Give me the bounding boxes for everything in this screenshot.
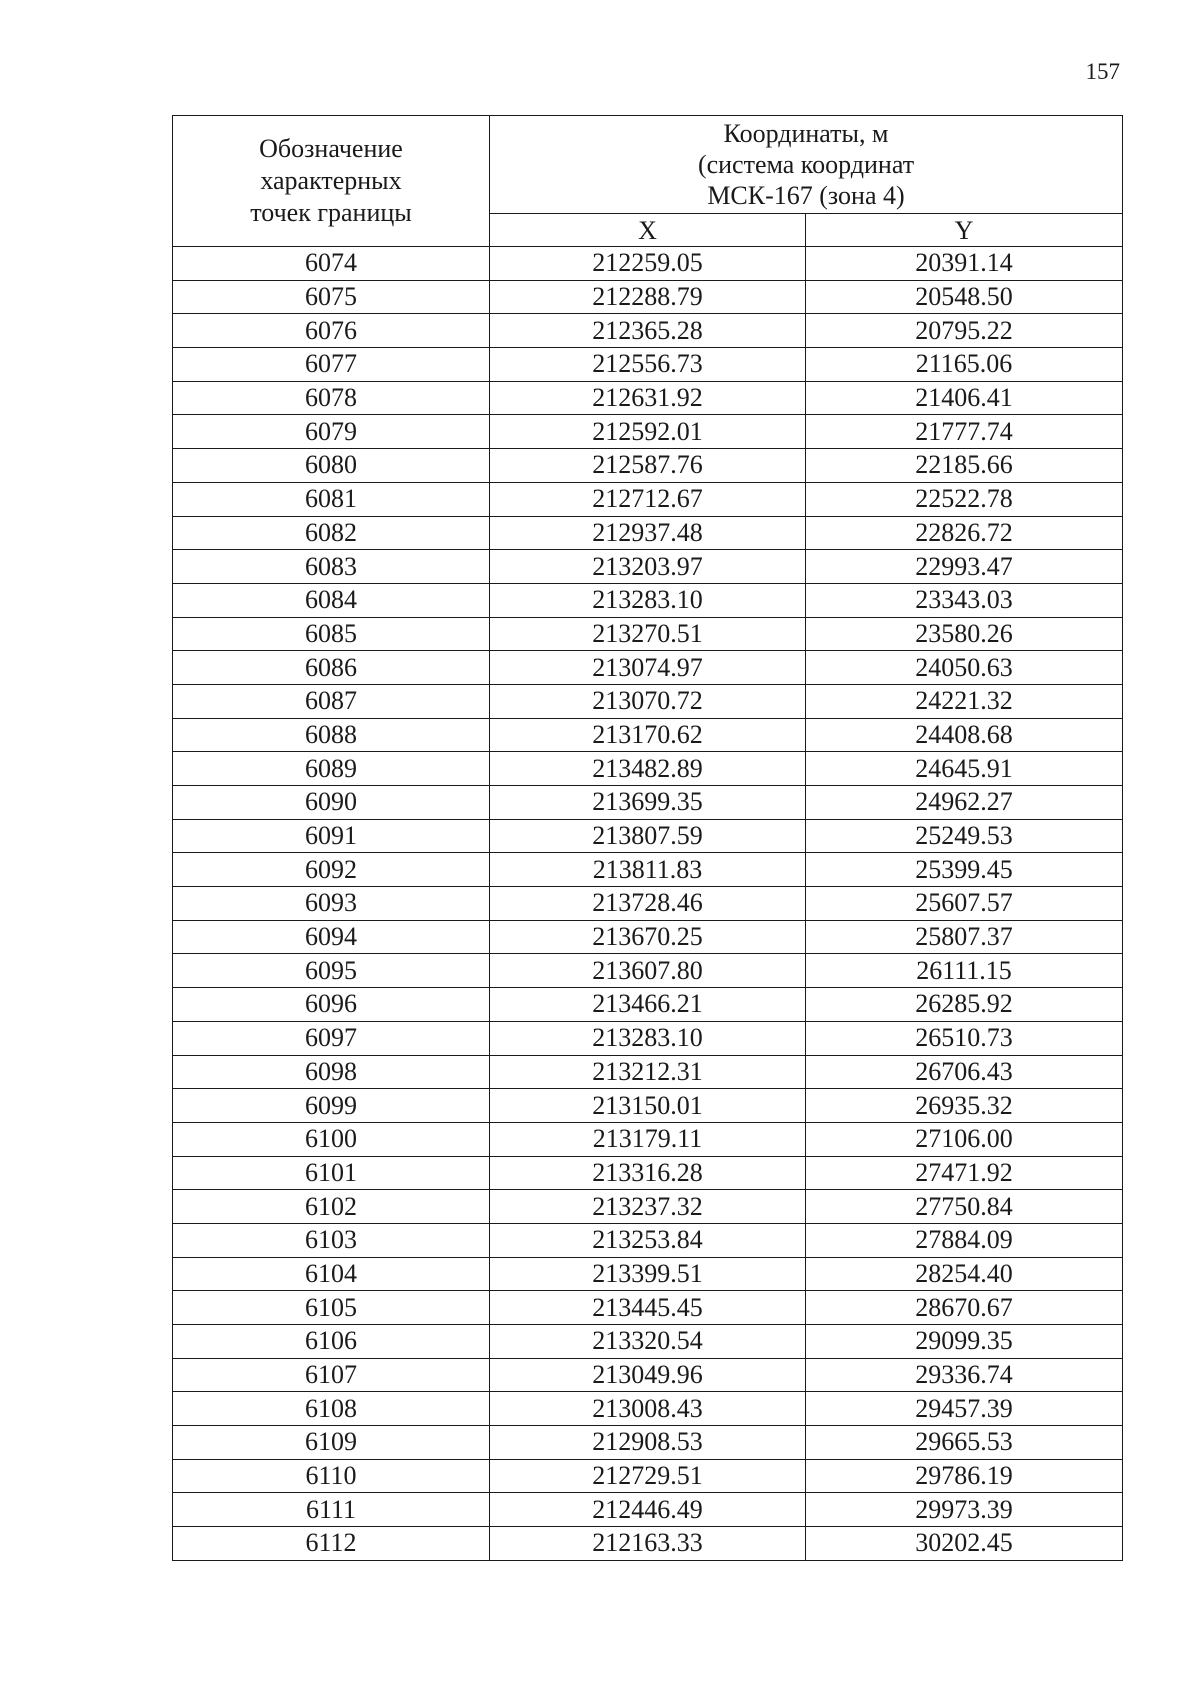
x-cell: 213283.10 — [490, 583, 806, 617]
point-cell: 6100 — [173, 1122, 490, 1156]
x-cell: 213482.89 — [490, 752, 806, 786]
table-row — [173, 1055, 1123, 1089]
y-cell: 28670.67 — [806, 1291, 1123, 1325]
point-cell: 6083 — [173, 550, 490, 584]
y-cell: 24050.63 — [806, 651, 1123, 685]
x-cell: 212259.05 — [490, 247, 806, 281]
y-cell: 23343.03 — [806, 583, 1123, 617]
y-cell: 24221.32 — [806, 684, 1123, 718]
point-cell: 6105 — [173, 1291, 490, 1325]
table-row — [173, 1358, 1123, 1392]
y-cell: 21165.06 — [806, 348, 1123, 382]
y-cell: 25807.37 — [806, 920, 1123, 954]
table-row — [173, 550, 1123, 584]
y-cell: 24408.68 — [806, 718, 1123, 752]
y-cell: 26935.32 — [806, 1089, 1123, 1123]
y-cell: 20795.22 — [806, 314, 1123, 348]
y-cell: 27106.00 — [806, 1122, 1123, 1156]
table-row — [173, 1493, 1123, 1527]
x-cell: 213670.25 — [490, 920, 806, 954]
x-cell: 213811.83 — [490, 853, 806, 887]
y-cell: 28254.40 — [806, 1257, 1123, 1291]
x-cell: 212556.73 — [490, 348, 806, 382]
point-cell: 6079 — [173, 415, 490, 449]
point-cell: 6109 — [173, 1426, 490, 1460]
x-cell: 212587.76 — [490, 449, 806, 483]
table-row — [173, 1426, 1123, 1460]
point-cell: 6110 — [173, 1459, 490, 1493]
y-cell: 29973.39 — [806, 1493, 1123, 1527]
table-row — [173, 516, 1123, 550]
table-row — [173, 853, 1123, 887]
y-cell: 21406.41 — [806, 381, 1123, 415]
point-cell: 6106 — [173, 1325, 490, 1359]
table-row — [173, 1291, 1123, 1325]
x-cell: 212365.28 — [490, 314, 806, 348]
y-cell: 22185.66 — [806, 449, 1123, 483]
x-cell: 213607.80 — [490, 954, 806, 988]
coordinates-header — [490, 116, 1123, 214]
table-row — [173, 1223, 1123, 1257]
point-cell: 6096 — [173, 988, 490, 1022]
x-column-header: X — [490, 214, 806, 247]
table-row — [173, 280, 1123, 314]
x-cell: 212729.51 — [490, 1459, 806, 1493]
table-row — [173, 1122, 1123, 1156]
x-cell: 213699.35 — [490, 786, 806, 820]
table-body — [173, 247, 1123, 1561]
x-cell: 212712.67 — [490, 482, 806, 516]
point-cell: 6087 — [173, 684, 490, 718]
x-cell: 213070.72 — [490, 684, 806, 718]
table-row — [173, 1089, 1123, 1123]
y-cell: 29786.19 — [806, 1459, 1123, 1493]
x-cell: 212908.53 — [490, 1426, 806, 1460]
x-cell: 213283.10 — [490, 1021, 806, 1055]
table-row — [173, 786, 1123, 820]
table-row — [173, 415, 1123, 449]
table-row — [173, 1459, 1123, 1493]
x-cell: 213150.01 — [490, 1089, 806, 1123]
point-cell: 6107 — [173, 1358, 490, 1392]
x-cell: 213399.51 — [490, 1257, 806, 1291]
x-cell: 212446.49 — [490, 1493, 806, 1527]
table-row — [173, 1392, 1123, 1426]
table-row — [173, 752, 1123, 786]
x-cell: 213049.96 — [490, 1358, 806, 1392]
table-row — [173, 314, 1123, 348]
x-cell: 213179.11 — [490, 1122, 806, 1156]
table-row — [173, 1190, 1123, 1224]
coordinates-header-line: (система координат — [697, 150, 915, 179]
table-row — [173, 1325, 1123, 1359]
point-cell: 6097 — [173, 1021, 490, 1055]
point-cell: 6085 — [173, 617, 490, 651]
x-cell: 212937.48 — [490, 516, 806, 550]
point-cell: 6075 — [173, 280, 490, 314]
y-cell: 21777.74 — [806, 415, 1123, 449]
x-cell: 213466.21 — [490, 988, 806, 1022]
y-cell: 23580.26 — [806, 617, 1123, 651]
point-cell: 6094 — [173, 920, 490, 954]
table-row — [173, 247, 1123, 281]
point-cell: 6102 — [173, 1190, 490, 1224]
y-cell: 25607.57 — [806, 887, 1123, 921]
table-row — [173, 449, 1123, 483]
point-cell: 6074 — [173, 247, 490, 281]
designation-header-line: Обозначение — [259, 134, 403, 163]
coordinates-header-line: МСК-167 (зона 4) — [707, 181, 905, 210]
designation-header-line: характерных — [260, 166, 402, 195]
point-cell: 6090 — [173, 786, 490, 820]
coordinates-header-line: Координаты, м — [723, 119, 889, 148]
designation-header-line: точек границы — [250, 198, 412, 227]
y-cell: 25399.45 — [806, 853, 1123, 887]
table-row — [173, 887, 1123, 921]
point-cell: 6099 — [173, 1089, 490, 1123]
point-cell: 6095 — [173, 954, 490, 988]
y-cell: 26111.15 — [806, 954, 1123, 988]
point-cell: 6098 — [173, 1055, 490, 1089]
y-cell: 20391.14 — [806, 247, 1123, 281]
table-row — [173, 718, 1123, 752]
y-cell: 27471.92 — [806, 1156, 1123, 1190]
point-cell: 6093 — [173, 887, 490, 921]
table-row — [173, 920, 1123, 954]
table-header — [173, 116, 1123, 247]
x-cell: 213008.43 — [490, 1392, 806, 1426]
table-row — [173, 684, 1123, 718]
point-cell: 6103 — [173, 1223, 490, 1257]
x-cell: 212592.01 — [490, 415, 806, 449]
y-cell: 22826.72 — [806, 516, 1123, 550]
designation-header — [173, 116, 490, 247]
x-cell: 213203.97 — [490, 550, 806, 584]
point-cell: 6111 — [173, 1493, 490, 1527]
x-cell: 213170.62 — [490, 718, 806, 752]
y-cell: 29665.53 — [806, 1426, 1123, 1460]
point-cell: 6112 — [173, 1527, 490, 1561]
y-cell: 22522.78 — [806, 482, 1123, 516]
x-cell: 213728.46 — [490, 887, 806, 921]
point-cell: 6086 — [173, 651, 490, 685]
table-row — [173, 1257, 1123, 1291]
x-cell: 213074.97 — [490, 651, 806, 685]
page-number: 157 — [1085, 59, 1120, 84]
point-cell: 6108 — [173, 1392, 490, 1426]
table-row — [173, 1527, 1123, 1561]
table-row — [173, 651, 1123, 685]
table-row — [173, 988, 1123, 1022]
x-cell: 213270.51 — [490, 617, 806, 651]
point-cell: 6080 — [173, 449, 490, 483]
point-cell: 6089 — [173, 752, 490, 786]
table-row — [173, 1156, 1123, 1190]
table-row — [173, 617, 1123, 651]
point-cell: 6088 — [173, 718, 490, 752]
y-cell: 26706.43 — [806, 1055, 1123, 1089]
x-cell: 212631.92 — [490, 381, 806, 415]
y-cell: 22993.47 — [806, 550, 1123, 584]
x-cell: 212163.33 — [490, 1527, 806, 1561]
point-cell: 6077 — [173, 348, 490, 382]
x-cell: 213445.45 — [490, 1291, 806, 1325]
point-cell: 6104 — [173, 1257, 490, 1291]
point-cell: 6101 — [173, 1156, 490, 1190]
y-cell: 26285.92 — [806, 988, 1123, 1022]
header-row-main — [173, 116, 1123, 214]
y-cell: 29336.74 — [806, 1358, 1123, 1392]
x-cell: 212288.79 — [490, 280, 806, 314]
table-row — [173, 482, 1123, 516]
point-cell: 6084 — [173, 583, 490, 617]
point-cell: 6078 — [173, 381, 490, 415]
x-cell: 213253.84 — [490, 1223, 806, 1257]
y-cell: 27884.09 — [806, 1223, 1123, 1257]
x-cell: 213807.59 — [490, 819, 806, 853]
point-cell: 6081 — [173, 482, 490, 516]
point-cell: 6076 — [173, 314, 490, 348]
point-cell: 6092 — [173, 853, 490, 887]
y-cell: 20548.50 — [806, 280, 1123, 314]
table-row — [173, 348, 1123, 382]
y-cell: 29099.35 — [806, 1325, 1123, 1359]
x-cell: 213320.54 — [490, 1325, 806, 1359]
y-cell: 26510.73 — [806, 1021, 1123, 1055]
table-row — [173, 954, 1123, 988]
table-row — [173, 1021, 1123, 1055]
table-row — [173, 381, 1123, 415]
y-cell: 30202.45 — [806, 1527, 1123, 1561]
y-cell: 25249.53 — [806, 819, 1123, 853]
y-cell: 24962.27 — [806, 786, 1123, 820]
x-cell: 213212.31 — [490, 1055, 806, 1089]
y-cell: 27750.84 — [806, 1190, 1123, 1224]
x-cell: 213237.32 — [490, 1190, 806, 1224]
y-cell: 24645.91 — [806, 752, 1123, 786]
table-row — [173, 583, 1123, 617]
point-cell: 6091 — [173, 819, 490, 853]
y-column-header: Y — [806, 214, 1123, 247]
y-cell: 29457.39 — [806, 1392, 1123, 1426]
table-row — [173, 819, 1123, 853]
coordinates-table — [172, 115, 1123, 1561]
point-cell: 6082 — [173, 516, 490, 550]
x-cell: 213316.28 — [490, 1156, 806, 1190]
